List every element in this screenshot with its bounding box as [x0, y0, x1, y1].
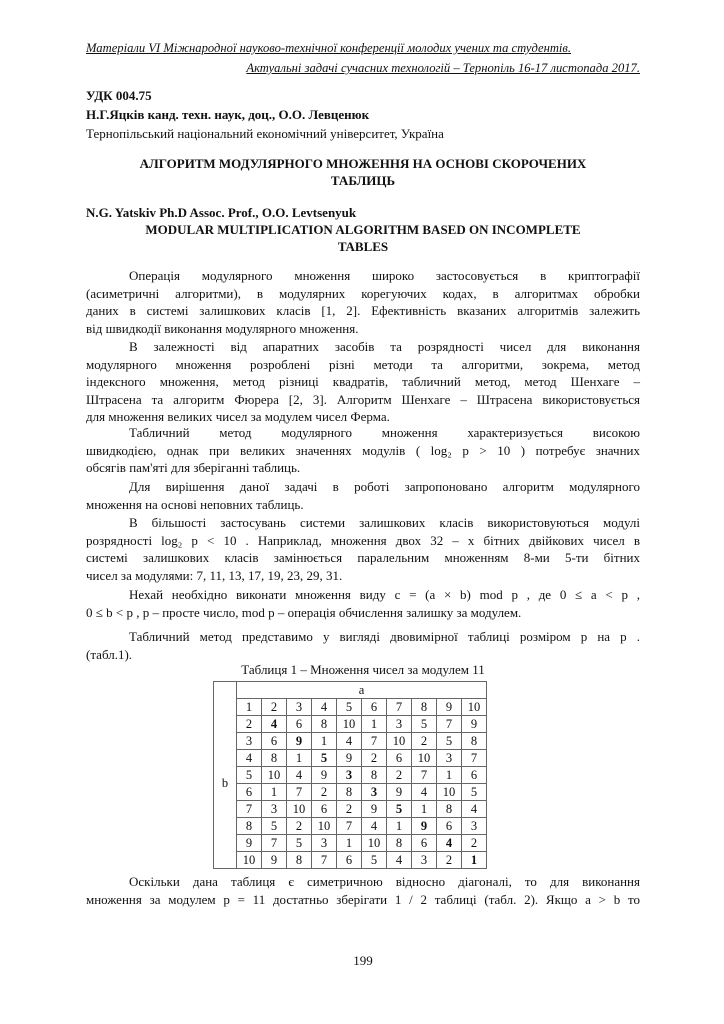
table-cell: 7 [437, 716, 462, 733]
table-cell: 3 [262, 801, 287, 818]
table-cell: 5 [287, 835, 312, 852]
table-cell: 7 [337, 818, 362, 835]
text-line: (асиметричні алгоритми), в модулярних корегуючих кодах, в алгоритмах обробки [86, 285, 640, 301]
table-cell: 9 [337, 750, 362, 767]
table-cell: 5 [387, 801, 412, 818]
title-ua-line: АЛГОРИТМ МОДУЛЯРНОГО МНОЖЕННЯ НА ОСНОВІ СКОРОЧЕНИХ [139, 156, 587, 171]
table-cell: 10 [287, 801, 312, 818]
table-corner [214, 682, 237, 699]
table-cell: 6 [237, 784, 262, 801]
table-row [214, 750, 487, 767]
table-cell: 7 [412, 767, 437, 784]
text-line: В більшості застосувань системи залишкових класів використовуються модулі [129, 515, 640, 530]
text-line: Для вирішення даної задачі в роботі запропоновано алгоритм модулярного [129, 479, 640, 494]
conference-header-line2: Актуальні задачі сучасних технологій – Тернопіль 16-17 листопада 2017. [246, 61, 640, 75]
university: Тернопільський національний економічний університет, Україна [86, 126, 444, 141]
table-cell: 9 [437, 699, 462, 716]
table-cell: 2 [312, 784, 337, 801]
text-line: індексного множення, метод різниці квадратів, табличний метод, метод Шенхаге – [86, 374, 640, 389]
table-cell: 5 [362, 852, 387, 869]
paragraph-4 [86, 478, 640, 513]
paragraph-8 [86, 873, 640, 908]
table-cell: 5 [437, 733, 462, 750]
row-label-b: b [214, 699, 237, 869]
paragraph-3 [86, 424, 640, 477]
table-cell: 6 [337, 852, 362, 869]
table-cell: 7 [262, 835, 287, 852]
text-line: (табл.1). [86, 646, 133, 662]
table-cell: 9 [462, 716, 487, 733]
table-cell: 4 [462, 801, 487, 818]
table-cell: 5 [462, 784, 487, 801]
table-cell: 4 [387, 852, 412, 869]
table-cell: 2 [262, 699, 287, 716]
title-en-line: MODULAR MULTIPLICATION ALGORITHM BASED ON INCOMPLETE [145, 222, 581, 237]
table-cell: 1 [287, 750, 312, 767]
table-cell: 4 [437, 835, 462, 852]
table-cell: 9 [287, 733, 312, 750]
table-cell: 10 [387, 733, 412, 750]
table-cell: 4 [312, 699, 337, 716]
authors-en: N.G. Yatskiv Ph.D Assoc. Prof., O.O. Levtsenyuk [86, 205, 357, 220]
table-cell: 9 [387, 784, 412, 801]
table-cell: 5 [412, 716, 437, 733]
table-cell: 8 [262, 750, 287, 767]
table-cell: 9 [262, 852, 287, 869]
title-en [86, 221, 640, 255]
multiplication-table [213, 681, 487, 869]
text-line: множення на основі неповних таблиць. [86, 496, 304, 512]
text-line: модулярного множення розроблені різні методи та алгоритми, зокрема, метод [86, 356, 640, 372]
paragraph-1 [86, 267, 640, 337]
paragraph-2 [86, 338, 640, 426]
table-row [214, 699, 487, 716]
table-cell: 8 [337, 784, 362, 801]
table-cell: 8 [437, 801, 462, 818]
table-cell: 6 [462, 767, 487, 784]
table-cell: 4 [337, 733, 362, 750]
table-cell: 10 [462, 699, 487, 716]
table-cell: 6 [312, 801, 337, 818]
table-row [214, 767, 487, 784]
table-cell: 7 [387, 699, 412, 716]
table-cell: 1 [312, 733, 337, 750]
table-cell: 10 [337, 716, 362, 733]
table-cell: 8 [412, 699, 437, 716]
table-cell: 4 [412, 784, 437, 801]
text-line: системі залишкових класів замінюється паралельним множенням 8-ми 5-ти бітних [86, 550, 640, 565]
table-cell: 6 [362, 699, 387, 716]
table-cell: 3 [412, 852, 437, 869]
table-cell: 7 [312, 852, 337, 869]
table-row [214, 784, 487, 801]
table-cell: 1 [437, 767, 462, 784]
table-cell: 6 [262, 733, 287, 750]
table-cell: 8 [462, 733, 487, 750]
table-cell: 10 [312, 818, 337, 835]
text-line: обсягів пам'яті для зберіганні таблиць. [86, 460, 301, 475]
text-line: швидкодією, однак при великих значеннях модулів ( log₂ p > 10 ) потребує значних [86, 442, 640, 458]
table-cell: 5 [337, 699, 362, 716]
text-line: від швидкодії виконання модулярного множення. [86, 320, 359, 336]
text-line: Операція модулярного множення широко застосовується в криптографії [129, 268, 640, 283]
title-ua [86, 155, 640, 189]
table-cell: 1 [462, 852, 487, 869]
text-line: 0 ≤ b < p , p – просте число, mod p – операція обчислення залишку за модулем. [86, 604, 522, 620]
table-cell: 5 [237, 767, 262, 784]
table-cell: 3 [287, 699, 312, 716]
table-cell: 1 [387, 818, 412, 835]
table-cell: 8 [312, 716, 337, 733]
text-line: Нехай необхідно виконати множення виду c = (a × b) mod p , де 0 ≤ a < p , [129, 587, 640, 602]
table-cell: 3 [337, 767, 362, 784]
table-cell: 3 [462, 818, 487, 835]
text-line: множення за модулем p = 11 достатньо зберігати 1 / 2 таблиці (табл. 2). Якщо a > b то [86, 891, 640, 907]
table-cell: 4 [237, 750, 262, 767]
table-cell: 2 [362, 750, 387, 767]
udk-code: УДК 004.75 [86, 88, 152, 103]
text-line: розрядності log₂ p < 10 . Наприклад, множення двох 32 – х бітних двійкових чисел в [86, 532, 640, 548]
page-number: 199 [353, 953, 373, 968]
table-cell: 1 [337, 835, 362, 852]
table-row [214, 818, 487, 835]
table-cell: 6 [387, 750, 412, 767]
table-cell: 1 [412, 801, 437, 818]
conference-header-line1: Матеріали VI Міжнародної науково-технічної конференції молодих учених та студентів. [86, 41, 572, 55]
table-cell: 8 [287, 852, 312, 869]
paragraph-6 [86, 586, 640, 621]
table-cell: 2 [437, 852, 462, 869]
paragraph-5 [86, 514, 640, 584]
table-row [214, 716, 487, 733]
table-cell: 2 [462, 835, 487, 852]
table-cell: 3 [437, 750, 462, 767]
table-cell: 7 [237, 801, 262, 818]
table-cell: 10 [262, 767, 287, 784]
table-cell: 3 [237, 733, 262, 750]
table-cell: 1 [237, 699, 262, 716]
table-cell: 10 [412, 750, 437, 767]
table-cell: 2 [387, 767, 412, 784]
table-cell: 2 [237, 716, 262, 733]
text-line: для множення великих чисел за модулем чисел Ферма. [86, 409, 390, 424]
table-cell: 4 [287, 767, 312, 784]
table-cell: 3 [362, 784, 387, 801]
authors-ua: Н.Г.Яцків канд. техн. наук, доц., О.О. Левценюк [86, 107, 370, 122]
table-row [214, 801, 487, 818]
table-cell: 1 [262, 784, 287, 801]
table-cell: 9 [362, 801, 387, 818]
table-row [214, 733, 487, 750]
table-cell: 1 [362, 716, 387, 733]
table-row [214, 852, 487, 869]
table-caption: Таблиця 1 – Множення чисел за модулем 11 [241, 662, 485, 677]
paragraph-7 [86, 628, 640, 663]
text-line: Табличний метод модулярного множення характеризується високою [129, 425, 640, 440]
table-cell: 7 [462, 750, 487, 767]
table-cell: 8 [237, 818, 262, 835]
table-cell: 7 [362, 733, 387, 750]
table-cell: 2 [337, 801, 362, 818]
table-cell: 6 [287, 716, 312, 733]
table-cell: 2 [412, 733, 437, 750]
table-cell: 4 [262, 716, 287, 733]
table-cell: 3 [387, 716, 412, 733]
text-line: Штрасена та алгоритм Фюрера [2, 3]. Алгоритм Шенхаге – Штрасена використовується [86, 391, 640, 407]
column-label-a: a [237, 682, 487, 699]
table-cell: 9 [312, 767, 337, 784]
table-cell: 3 [312, 835, 337, 852]
text-line: Оскільки дана таблиця є симетричною відносно діагоналі, то для виконання [129, 874, 640, 889]
table-cell: 6 [412, 835, 437, 852]
table-cell: 9 [412, 818, 437, 835]
title-en-line: TABLES [337, 239, 389, 254]
text-line: В залежності від апаратних засобів та розрядності чисел для виконання [129, 339, 640, 354]
table-cell: 8 [362, 767, 387, 784]
table-cell: 2 [287, 818, 312, 835]
table-cell: 9 [237, 835, 262, 852]
table-cell: 10 [437, 784, 462, 801]
table-cell: 10 [362, 835, 387, 852]
title-ua-line: ТАБЛИЦЬ [330, 173, 396, 188]
table-cell: 5 [312, 750, 337, 767]
text-line: чисел за модулями: 7, 11, 13, 17, 19, 23, 29, 31. [86, 567, 343, 583]
text-line: даних в системі залишкових класів [1, 2]. Ефективність вказаних алгоритмів залежить [86, 303, 640, 318]
table-row [214, 835, 487, 852]
table-cell: 8 [387, 835, 412, 852]
table-cell: 6 [437, 818, 462, 835]
table-cell: 10 [237, 852, 262, 869]
table-cell: 5 [262, 818, 287, 835]
text-line: Табличний метод представимо у вигляді двовимірної таблиці розміром p на p . [129, 629, 640, 644]
table-cell: 4 [362, 818, 387, 835]
table-cell: 7 [287, 784, 312, 801]
